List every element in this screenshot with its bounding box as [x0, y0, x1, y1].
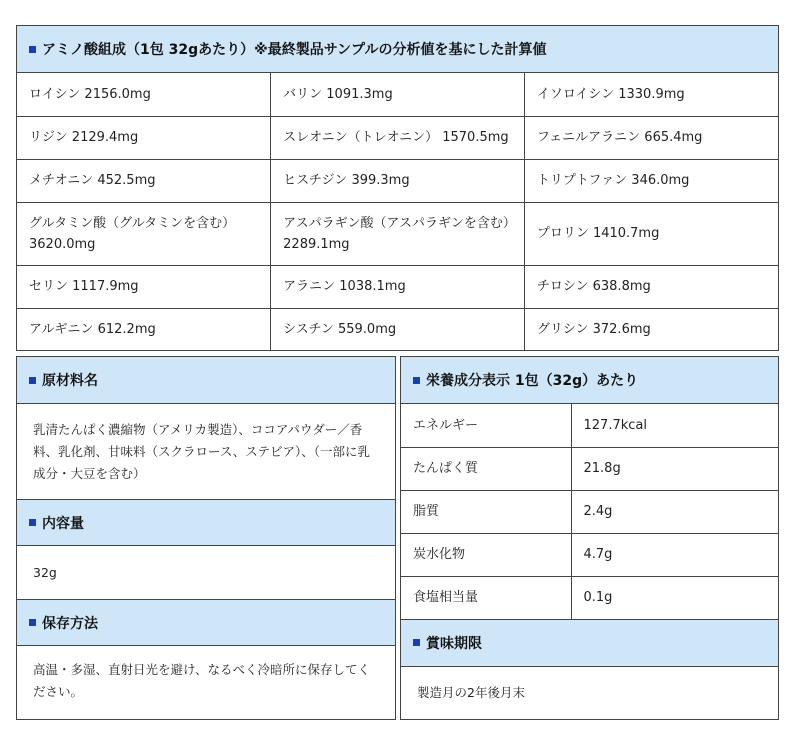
amino-cell: チロシン 638.8mg — [524, 265, 778, 308]
amino-cell: リジン 2129.4mg — [17, 116, 271, 159]
amino-cell: バリン 1091.3mg — [271, 73, 525, 116]
nutrition-section — [400, 356, 779, 720]
nutrition-value: 0.1g — [571, 576, 778, 619]
amino-cell: メチオニン 452.5mg — [17, 159, 271, 202]
expiry-text: 製造月の2年後月末 — [417, 685, 525, 700]
table-row — [401, 404, 778, 447]
nutrition-label: 脂質 — [401, 490, 571, 533]
square-bullet-icon — [29, 46, 36, 53]
content-text: 32g — [33, 564, 57, 580]
amino-cell: グリシン 372.6mg — [524, 308, 778, 351]
nutrition-value: 4.7g — [571, 533, 778, 576]
amino-cell: アラニン 1038.1mg — [271, 265, 525, 308]
nutrition-label: 食塩相当量 — [401, 576, 571, 619]
table-row — [17, 73, 778, 116]
nutrition-title: 栄養成分表示 1包（32g）あたり — [426, 373, 639, 389]
table-row — [17, 265, 778, 308]
nutrition-table — [401, 404, 778, 620]
square-bullet-icon — [29, 519, 36, 526]
amino-cell: シスチン 559.0mg — [271, 308, 525, 351]
amino-cell: セリン 1117.9mg — [17, 265, 271, 308]
amino-cell: ロイシン 2156.0mg — [17, 73, 271, 116]
content-header — [17, 499, 395, 546]
table-row — [17, 308, 778, 351]
expiry-header — [401, 620, 778, 667]
product-info-section — [16, 356, 396, 720]
storage-title: 保存方法 — [42, 615, 98, 632]
amino-cell: ヒスチジン 399.3mg — [271, 159, 525, 202]
table-row — [401, 533, 778, 576]
square-bullet-icon — [29, 619, 36, 626]
nutrition-label: エネルギー — [401, 404, 571, 447]
ingredients-header — [17, 357, 395, 404]
nutrition-value: 2.4g — [571, 490, 778, 533]
amino-cell: グルタミン酸（グルタミンを含む）3620.0mg — [17, 202, 271, 265]
table-row — [17, 116, 778, 159]
table-row — [17, 159, 778, 202]
nutrition-value: 21.8g — [571, 447, 778, 490]
amino-cell: プロリン 1410.7mg — [524, 202, 778, 265]
amino-acid-header — [17, 26, 778, 73]
nutrition-label: 炭水化物 — [401, 533, 571, 576]
square-bullet-icon — [413, 377, 420, 384]
table-row — [17, 202, 778, 265]
square-bullet-icon — [29, 377, 36, 384]
ingredients-title: 原材料名 — [42, 373, 98, 389]
amino-cell: フェニルアラニン 665.4mg — [524, 116, 778, 159]
amino-cell: イソロイシン 1330.9mg — [524, 73, 778, 116]
amino-cell: トリプトファン 346.0mg — [524, 159, 778, 202]
square-bullet-icon — [413, 639, 420, 646]
storage-header — [17, 599, 395, 646]
amino-acid-table — [17, 73, 778, 351]
table-row — [401, 576, 778, 619]
nutrition-header — [401, 357, 778, 404]
table-row — [401, 490, 778, 533]
ingredients-text: 乳清たんぱく濃縮物（アメリカ製造）、ココアパウダー／香料、乳化剤、甘味料（スクラロース、ステビア）、（一部に乳成分・大豆を含む） — [33, 421, 371, 481]
storage-text: 高温・多湿、直射日光を避け、なるべく冷暗所に保存してください。 — [33, 662, 371, 699]
amino-cell: スレオニン（トレオニン） 1570.5mg — [271, 116, 525, 159]
amino-cell: アルギニン 612.2mg — [17, 308, 271, 351]
expiry-title: 賞味期限 — [426, 635, 482, 652]
content-title: 内容量 — [42, 515, 84, 532]
amino-acid-section — [16, 25, 779, 351]
amino-cell: アスパラギン酸（アスパラギンを含む）2289.1mg — [271, 202, 525, 265]
nutrition-label: たんぱく質 — [401, 447, 571, 490]
table-row — [401, 447, 778, 490]
amino-acid-title: アミノ酸組成（1包 32gあたり）※最終製品サンプルの分析値を基にした計算値 — [42, 42, 547, 58]
nutrition-value: 127.7kcal — [571, 404, 778, 447]
